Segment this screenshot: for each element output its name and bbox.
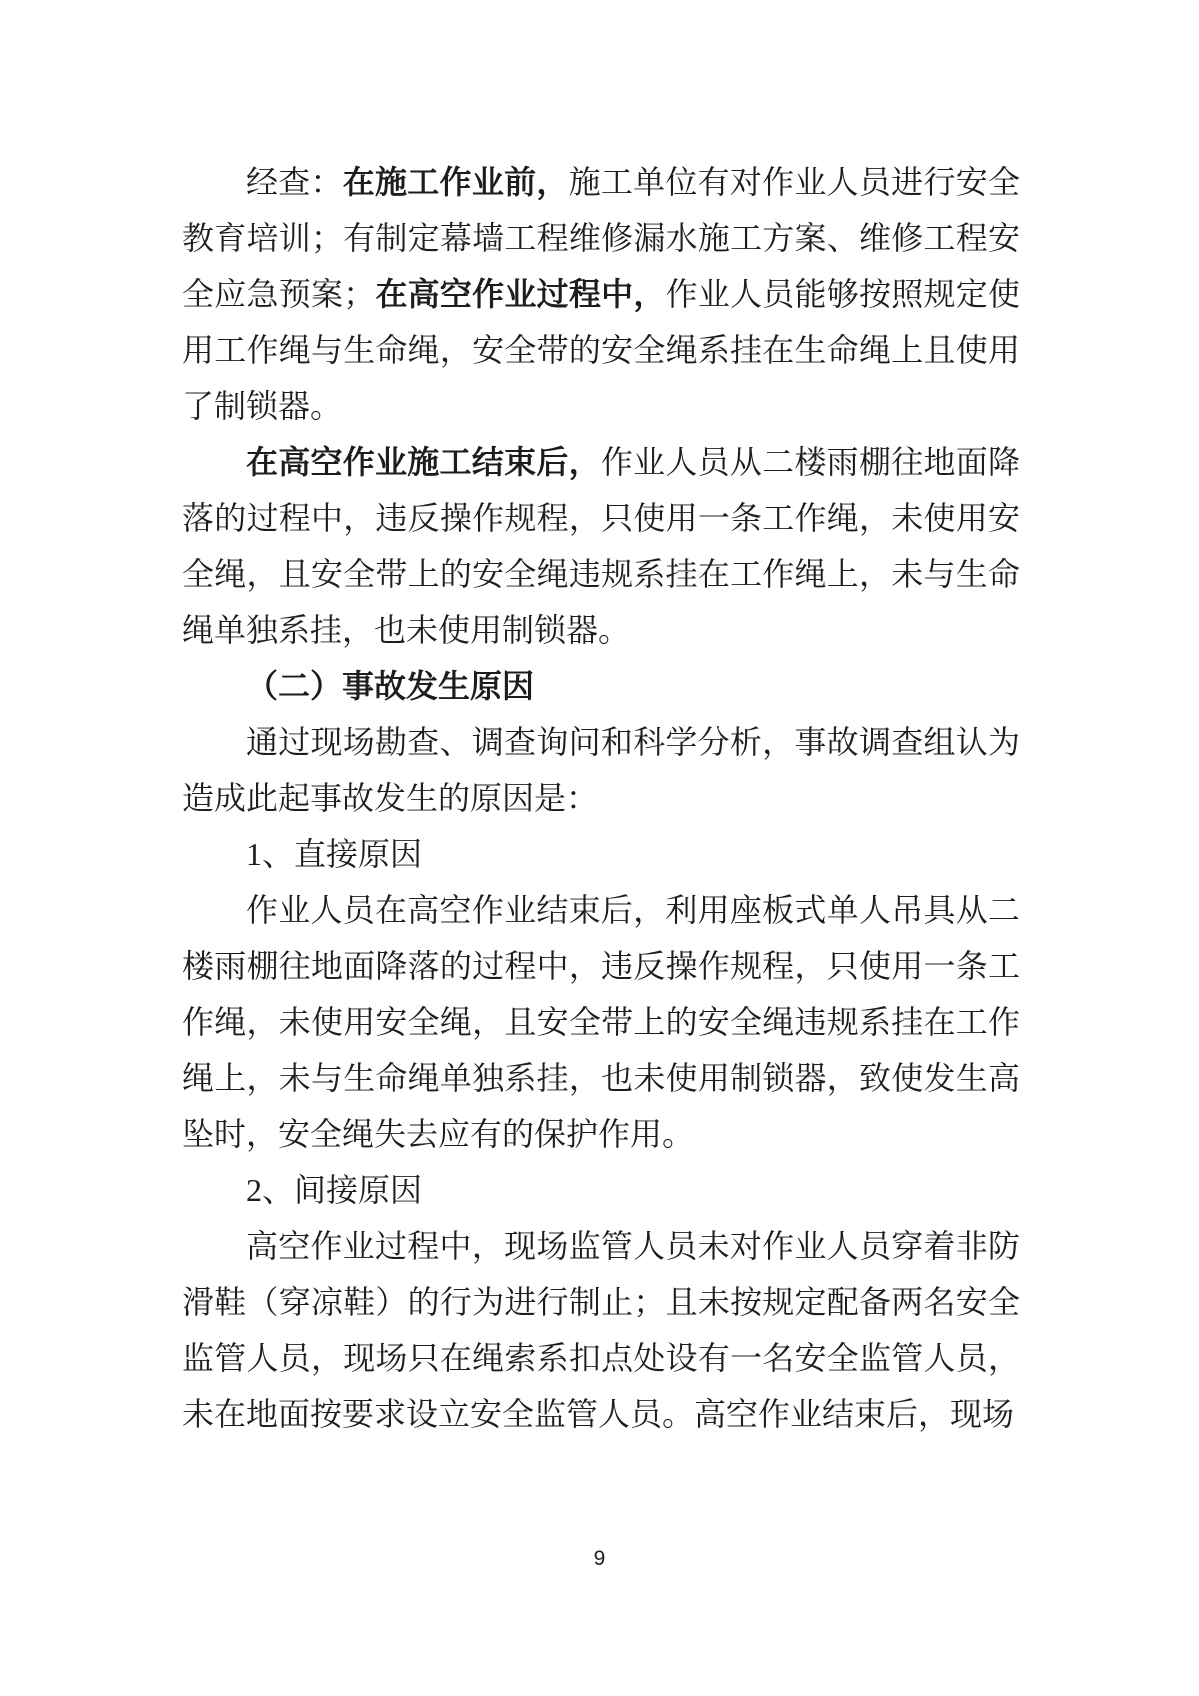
para-indirect-cause-detail-segment: 高空作业过程中，现场监管人员未对作业人员穿着非防滑鞋（穿凉鞋）的行为进行制止；且未按规定配备两名安全监管人员，现场只在绳索系扣点处设有一名安全监管人员，未在地面按要求设立安全监管人员。高空作业结束后，现场	[182, 1228, 1020, 1432]
para-indirect-cause-detail	[182, 1218, 1020, 1442]
document-body	[182, 154, 1020, 1442]
subheading-direct-cause-segment: 1、直接原因	[246, 836, 423, 872]
subheading-indirect-cause-segment: 2、间接原因	[246, 1172, 423, 1208]
page-footer	[0, 1545, 1199, 1573]
para-investigation-conclusion-intro	[182, 714, 1020, 826]
para-inspection-findings-segment: 施工单位有对作业人员进行安全教育培训；有制定幕墙工程维修漏水施工方案、维修工程安全应急预案；	[182, 164, 1020, 312]
heading-accident-cause	[182, 658, 1020, 714]
para-after-work-violation-segment: 在高空作业施工结束后，	[246, 444, 601, 480]
para-inspection-findings	[182, 154, 1020, 434]
page-number: 9	[593, 1547, 606, 1570]
para-direct-cause-detail-segment: 作业人员在高空作业结束后，利用座板式单人吊具从二楼雨棚往地面降落的过程中，违反操作规程，只使用一条工作绳，未使用安全绳，且安全带上的安全绳违规系挂在工作绳上，未与生命绳单独系挂，也未使用制锁器，致使发生高坠时，安全绳失去应有的保护作用。	[182, 892, 1020, 1152]
para-inspection-findings-segment: 在高空作业过程中，	[375, 276, 666, 312]
para-inspection-findings-segment: 经查：	[246, 164, 343, 200]
para-direct-cause-detail	[182, 882, 1020, 1162]
subheading-direct-cause	[182, 826, 1020, 882]
heading-accident-cause-segment: （二）事故发生原因	[246, 668, 535, 704]
subheading-indirect-cause	[182, 1162, 1020, 1218]
para-inspection-findings-segment: 在施工作业前，	[342, 164, 569, 200]
para-after-work-violation	[182, 434, 1020, 658]
para-investigation-conclusion-intro-segment: 通过现场勘查、调查询问和科学分析，事故调查组认为造成此起事故发生的原因是：	[182, 724, 1020, 816]
para-inspection-findings-segment: 作业人员能够按照规定使用工作绳与生命绳，安全带的安全绳系挂在生命绳上且使用了制锁器。	[182, 276, 1020, 424]
para-after-work-violation-segment: 作业人员从二楼雨棚往地面降落的过程中，违反操作规程，只使用一条工作绳，未使用安全绳，且安全带上的安全绳违规系挂在工作绳上，未与生命绳单独系挂，也未使用制锁器。	[182, 444, 1020, 648]
